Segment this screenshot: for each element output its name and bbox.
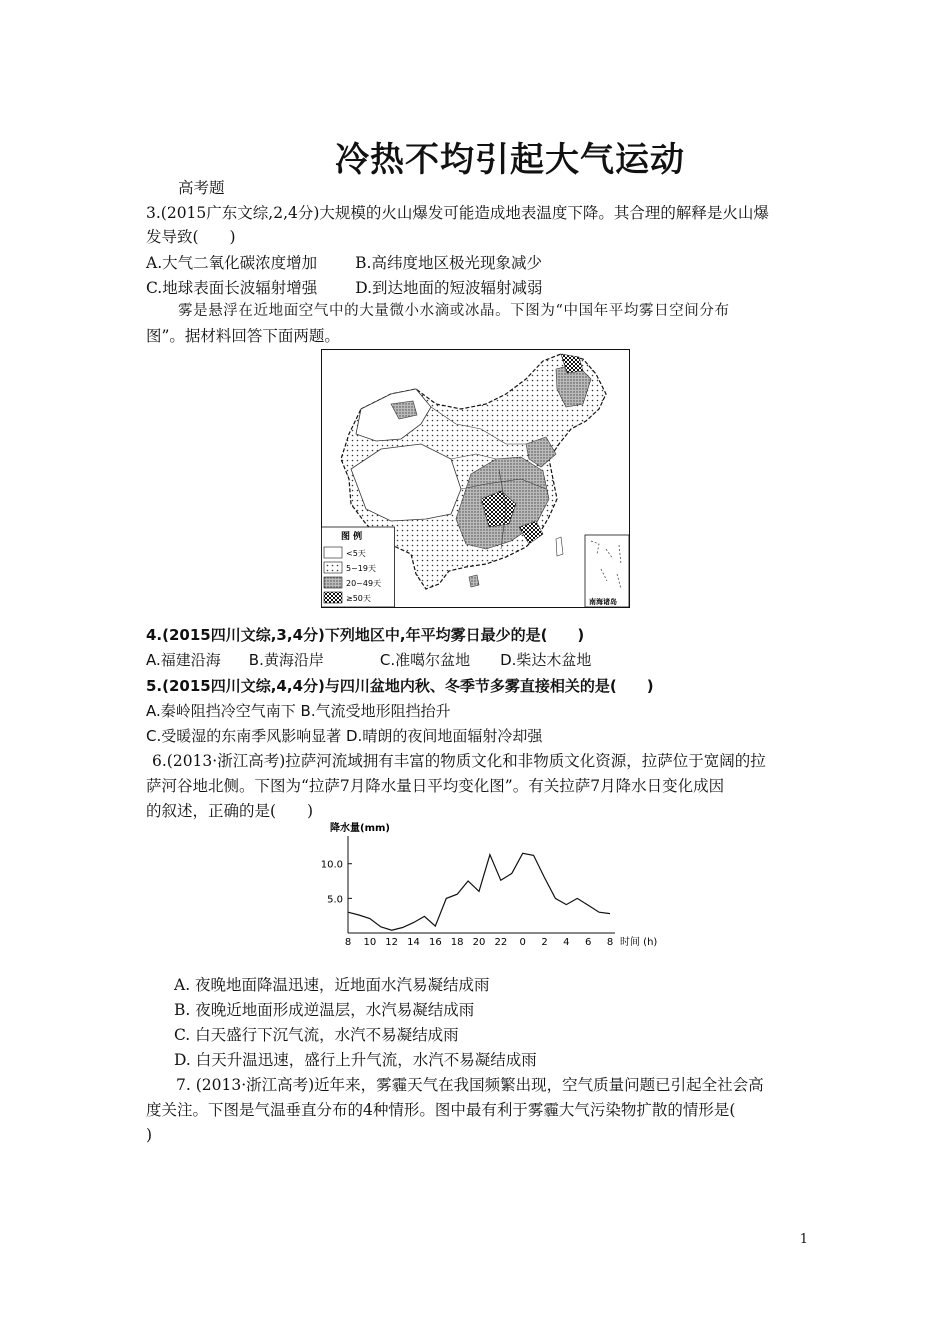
fog-intro-line2: 图”。据材料回答下面两题。 [146,327,340,345]
lhasa-precipitation-chart [310,818,670,953]
chart-x-tick-label: 8 [606,937,614,948]
map-inset-label: 南海诸岛 [589,598,617,606]
q5-stem: 5.(2015四川文综,4,4分)与四川盆地内秋、冬季节多雾直接相关的是( ) [146,677,654,695]
q4-option-a: A.福建沿海 [146,651,221,669]
page-title: 冷热不均引起大气运动 [335,140,685,180]
q3-option-a: A.大气二氧化碳浓度增加 [146,254,318,272]
chart-x-tick-label: 6 [584,937,592,948]
chart-x-tick-label: 22 [494,937,508,948]
q5-options-cd: C.受暖湿的东南季风影响显著 D.晴朗的夜间地面辐射冷却强 [146,727,543,745]
map-legend-title: 图 例 [341,532,363,542]
map-legend-item-2: 5~19天 [346,564,376,573]
chart-series-line [348,853,610,930]
chart-xlabel: 时间 (h) [620,937,658,948]
chart-y-tick-label: 10.0 [320,859,343,871]
q6-option-a: A. 夜晚地面降温迅速，近地面水汽易凝结成雨 [174,976,490,994]
q3-stem-line2: 发导致( ) [146,228,236,246]
q6-option-d: D. 白天升温迅速，盛行上升气流，水汽不易凝结成雨 [174,1051,537,1069]
chart-ylabel: 降水量(mm) [330,823,390,834]
q5-options-ab: A.秦岭阻挡冷空气南下 B.气流受地形阻挡抬升 [146,702,451,720]
map-legend-item-1: <5天 [346,549,366,558]
q4-stem: 4.(2015四川文综,3,4分)下列地区中,年平均雾日最少的是( ) [146,626,585,644]
chart-y-tick-label: 5.0 [327,894,343,906]
q6-stem-line2: 萨河谷地北侧。下图为“拉萨7月降水量日平均变化图”。有关拉萨7月降水日变化成因 [146,777,725,795]
chart-x-tick-label: 4 [563,937,570,948]
q7-stem-line1: 7. (2013·浙江高考)近年来，雾霾天气在我国频繁出现，空气质量问题已引起全社会高 [176,1076,764,1094]
map-legend-item-3: 20~49天 [346,579,382,588]
q6-stem-line1: 6.(2013·浙江高考)拉萨河流域拥有丰富的物质文化和非物质文化资源，拉萨位于宽阔的拉 [152,752,766,770]
q4-option-c: C.准噶尔盆地 [379,651,471,669]
q3-stem-line1: 3.(2015广东文综,2,4分)大规模的火山爆发可能造成地表温度下降。其合理的解释是火山爆 [146,204,769,222]
q3-options-row1 [146,251,812,275]
chart-x-tick-label: 10 [363,937,377,948]
q4-option-b: B.黄海沿岸 [248,651,324,669]
chart-x-tick-label: 8 [344,937,352,948]
q3-options-row2 [146,276,812,300]
q7-stem-line3: ) [146,1126,153,1144]
q4-options [146,648,812,672]
chart-x-tick-label: 0 [519,937,526,948]
q3-option-b: B.高纬度地区极光现象减少 [355,254,542,272]
chart-x-tick-label: 16 [428,937,442,948]
q6-option-b: B. 夜晚近地面形成逆温层，水汽易凝结成雨 [174,1001,475,1019]
chart-x-tick-label: 20 [472,937,486,948]
section-heading: 高考题 [178,179,225,197]
chart-x-tick-label: 14 [407,937,420,948]
q3-option-c: C.地球表面长波辐射增强 [146,279,318,297]
china-fog-map [321,349,630,608]
chart-x-tick-label: 12 [385,937,399,948]
q3-option-d: D.到达地面的短波辐射减弱 [355,279,543,297]
chart-x-tick-label: 18 [450,937,464,948]
q7-stem-line2: 度关注。下图是气温垂直分布的4种情形。图中最有利于雾霾大气污染物扩散的情形是( [146,1101,736,1119]
fog-intro-line1: 雾是悬浮在近地面空气中的大量微小水滴或冰晶。下图为“中国年平均雾日空间分布 [178,303,730,319]
q4-option-d: D.柴达木盆地 [500,651,592,669]
q6-option-c: C. 白天盛行下沉气流，水汽不易凝结成雨 [174,1026,459,1044]
page-number: 1 [799,1232,808,1247]
chart-x-tick-label: 2 [541,937,548,948]
map-legend-item-4: ≥50天 [346,594,371,603]
q6-stem-line3: 的叙述，正确的是( ) [146,802,314,820]
